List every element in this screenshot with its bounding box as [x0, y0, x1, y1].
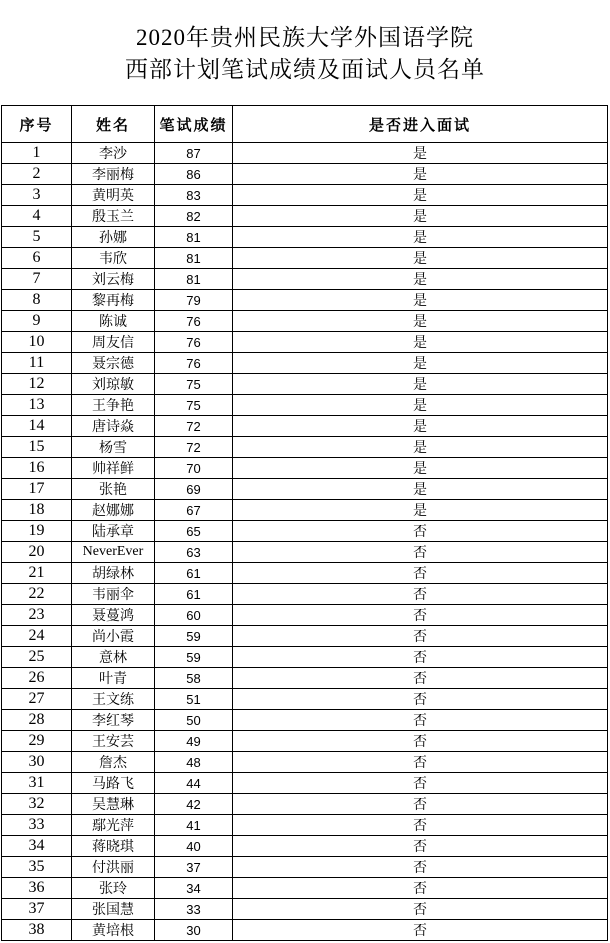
cell-interview: 否: [233, 563, 608, 584]
cell-interview: 否: [233, 773, 608, 794]
cell-no: 37: [2, 899, 72, 920]
cell-interview: 是: [233, 374, 608, 395]
cell-score: 33: [155, 899, 233, 920]
table-row: [2, 731, 608, 752]
cell-no: 13: [2, 395, 72, 416]
cell-no: 9: [2, 311, 72, 332]
cell-score: 82: [155, 206, 233, 227]
cell-interview: 否: [233, 752, 608, 773]
cell-score: 86: [155, 164, 233, 185]
cell-name: 吴慧琳: [72, 794, 155, 815]
cell-no: 14: [2, 416, 72, 437]
cell-interview: 是: [233, 311, 608, 332]
cell-no: 12: [2, 374, 72, 395]
cell-interview: 否: [233, 899, 608, 920]
table-row: [2, 290, 608, 311]
table-row: [2, 794, 608, 815]
page-title-line1: 2020年贵州民族大学外国语学院: [136, 25, 474, 50]
cell-name: 韦丽伞: [72, 584, 155, 605]
cell-no: 19: [2, 521, 72, 542]
column-header-score: 笔试成绩: [155, 106, 233, 143]
cell-no: 36: [2, 878, 72, 899]
table-row: [2, 269, 608, 290]
table-row: [2, 374, 608, 395]
cell-no: 26: [2, 668, 72, 689]
cell-interview: 是: [233, 500, 608, 521]
cell-name: 张国慧: [72, 899, 155, 920]
cell-name: 黄明英: [72, 185, 155, 206]
table-row: [2, 311, 608, 332]
cell-name: NeverEver: [72, 542, 155, 563]
cell-name: 孙娜: [72, 227, 155, 248]
cell-score: 76: [155, 332, 233, 353]
cell-no: 10: [2, 332, 72, 353]
cell-name: 尚小霞: [72, 626, 155, 647]
cell-interview: 否: [233, 710, 608, 731]
cell-score: 76: [155, 311, 233, 332]
cell-score: 87: [155, 143, 233, 164]
cell-no: 2: [2, 164, 72, 185]
column-header-no: 序号: [2, 106, 72, 143]
table-row: [2, 836, 608, 857]
cell-score: 83: [155, 185, 233, 206]
cell-score: 67: [155, 500, 233, 521]
cell-name: 蒋晓琪: [72, 836, 155, 857]
table-row: [2, 920, 608, 941]
table-row: [2, 164, 608, 185]
cell-score: 50: [155, 710, 233, 731]
table-row: [2, 626, 608, 647]
cell-interview: 是: [233, 269, 608, 290]
cell-score: 61: [155, 584, 233, 605]
table-row: [2, 185, 608, 206]
score-table: [1, 105, 608, 941]
cell-no: 4: [2, 206, 72, 227]
cell-interview: 否: [233, 542, 608, 563]
cell-no: 18: [2, 500, 72, 521]
table-row: [2, 395, 608, 416]
cell-interview: 否: [233, 815, 608, 836]
cell-score: 81: [155, 269, 233, 290]
cell-interview: 否: [233, 584, 608, 605]
cell-no: 20: [2, 542, 72, 563]
cell-no: 35: [2, 857, 72, 878]
cell-name: 王文练: [72, 689, 155, 710]
cell-no: 29: [2, 731, 72, 752]
table-row: [2, 500, 608, 521]
cell-interview: 是: [233, 416, 608, 437]
cell-score: 72: [155, 416, 233, 437]
cell-score: 44: [155, 773, 233, 794]
cell-interview: 否: [233, 668, 608, 689]
table-row: [2, 647, 608, 668]
cell-no: 23: [2, 605, 72, 626]
table-row: [2, 605, 608, 626]
page-title: [0, 0, 610, 86]
cell-interview: 是: [233, 206, 608, 227]
table-row: [2, 773, 608, 794]
table-row: [2, 458, 608, 479]
cell-no: 38: [2, 920, 72, 941]
cell-score: 63: [155, 542, 233, 563]
cell-interview: 否: [233, 836, 608, 857]
cell-no: 6: [2, 248, 72, 269]
cell-score: 41: [155, 815, 233, 836]
cell-name: 唐诗焱: [72, 416, 155, 437]
table-row: [2, 143, 608, 164]
cell-score: 48: [155, 752, 233, 773]
cell-interview: 否: [233, 920, 608, 941]
cell-no: 17: [2, 479, 72, 500]
cell-name: 詹杰: [72, 752, 155, 773]
cell-no: 15: [2, 437, 72, 458]
table-row: [2, 227, 608, 248]
cell-interview: 是: [233, 248, 608, 269]
cell-name: 张艳: [72, 479, 155, 500]
table-row: [2, 815, 608, 836]
cell-score: 49: [155, 731, 233, 752]
cell-no: 1: [2, 143, 72, 164]
cell-score: 75: [155, 395, 233, 416]
cell-interview: 是: [233, 290, 608, 311]
page-title-line2: 西部计划笔试成绩及面试人员名单: [125, 57, 485, 82]
cell-no: 11: [2, 353, 72, 374]
cell-score: 72: [155, 437, 233, 458]
cell-name: 帅祥鲜: [72, 458, 155, 479]
cell-no: 33: [2, 815, 72, 836]
table-row: [2, 878, 608, 899]
table-body: [2, 143, 608, 941]
cell-no: 5: [2, 227, 72, 248]
table-row: [2, 479, 608, 500]
cell-name: 杨雪: [72, 437, 155, 458]
cell-score: 37: [155, 857, 233, 878]
cell-no: 8: [2, 290, 72, 311]
cell-interview: 否: [233, 878, 608, 899]
cell-no: 34: [2, 836, 72, 857]
table-row: [2, 857, 608, 878]
cell-name: 李丽梅: [72, 164, 155, 185]
cell-interview: 否: [233, 689, 608, 710]
cell-score: 58: [155, 668, 233, 689]
cell-name: 刘琼敏: [72, 374, 155, 395]
cell-score: 76: [155, 353, 233, 374]
cell-name: 意林: [72, 647, 155, 668]
cell-interview: 是: [233, 164, 608, 185]
cell-no: 24: [2, 626, 72, 647]
cell-score: 81: [155, 227, 233, 248]
cell-score: 40: [155, 836, 233, 857]
cell-name: 李红琴: [72, 710, 155, 731]
cell-interview: 否: [233, 857, 608, 878]
table-row: [2, 437, 608, 458]
cell-score: 79: [155, 290, 233, 311]
cell-no: 28: [2, 710, 72, 731]
cell-no: 32: [2, 794, 72, 815]
cell-name: 陆承章: [72, 521, 155, 542]
cell-name: 李沙: [72, 143, 155, 164]
cell-name: 周友信: [72, 332, 155, 353]
cell-interview: 是: [233, 479, 608, 500]
cell-no: 3: [2, 185, 72, 206]
cell-name: 黄培根: [72, 920, 155, 941]
cell-name: 王安芸: [72, 731, 155, 752]
cell-interview: 是: [233, 227, 608, 248]
cell-interview: 否: [233, 794, 608, 815]
cell-name: 黎再梅: [72, 290, 155, 311]
table-row: [2, 752, 608, 773]
cell-no: 16: [2, 458, 72, 479]
cell-name: 付洪丽: [72, 857, 155, 878]
table-row: [2, 521, 608, 542]
cell-score: 81: [155, 248, 233, 269]
cell-score: 42: [155, 794, 233, 815]
cell-score: 69: [155, 479, 233, 500]
cell-interview: 否: [233, 521, 608, 542]
cell-name: 王争艳: [72, 395, 155, 416]
cell-name: 殷玉兰: [72, 206, 155, 227]
cell-name: 马路飞: [72, 773, 155, 794]
cell-score: 59: [155, 626, 233, 647]
cell-name: 刘云梅: [72, 269, 155, 290]
cell-no: 25: [2, 647, 72, 668]
table-row: [2, 710, 608, 731]
table-row: [2, 542, 608, 563]
cell-score: 30: [155, 920, 233, 941]
cell-name: 聂宗德: [72, 353, 155, 374]
column-header-name: 姓名: [72, 106, 155, 143]
cell-interview: 是: [233, 185, 608, 206]
cell-score: 75: [155, 374, 233, 395]
cell-name: 韦欣: [72, 248, 155, 269]
table-header: [2, 106, 608, 143]
cell-score: 61: [155, 563, 233, 584]
cell-interview: 是: [233, 353, 608, 374]
cell-no: 30: [2, 752, 72, 773]
cell-no: 31: [2, 773, 72, 794]
table-row: [2, 248, 608, 269]
cell-name: 陈诚: [72, 311, 155, 332]
cell-name: 赵娜娜: [72, 500, 155, 521]
cell-name: 鄢光萍: [72, 815, 155, 836]
table-row: [2, 584, 608, 605]
column-header-interview: 是否进入面试: [233, 106, 608, 143]
cell-score: 65: [155, 521, 233, 542]
cell-name: 张玲: [72, 878, 155, 899]
table-header-row: [2, 106, 608, 143]
cell-interview: 否: [233, 626, 608, 647]
cell-name: 胡绿林: [72, 563, 155, 584]
cell-interview: 否: [233, 605, 608, 626]
cell-score: 70: [155, 458, 233, 479]
table-row: [2, 689, 608, 710]
cell-name: 叶青: [72, 668, 155, 689]
cell-score: 34: [155, 878, 233, 899]
cell-interview: 是: [233, 332, 608, 353]
cell-name: 聂蔓鸿: [72, 605, 155, 626]
table-row: [2, 668, 608, 689]
table-row: [2, 899, 608, 920]
cell-score: 60: [155, 605, 233, 626]
cell-interview: 是: [233, 458, 608, 479]
cell-no: 22: [2, 584, 72, 605]
cell-interview: 否: [233, 731, 608, 752]
table-row: [2, 353, 608, 374]
table-row: [2, 332, 608, 353]
cell-interview: 否: [233, 647, 608, 668]
cell-interview: 是: [233, 437, 608, 458]
table-row: [2, 416, 608, 437]
cell-no: 27: [2, 689, 72, 710]
cell-no: 7: [2, 269, 72, 290]
cell-score: 59: [155, 647, 233, 668]
cell-interview: 是: [233, 143, 608, 164]
table-row: [2, 206, 608, 227]
cell-no: 21: [2, 563, 72, 584]
cell-interview: 是: [233, 395, 608, 416]
table-row: [2, 563, 608, 584]
cell-score: 51: [155, 689, 233, 710]
